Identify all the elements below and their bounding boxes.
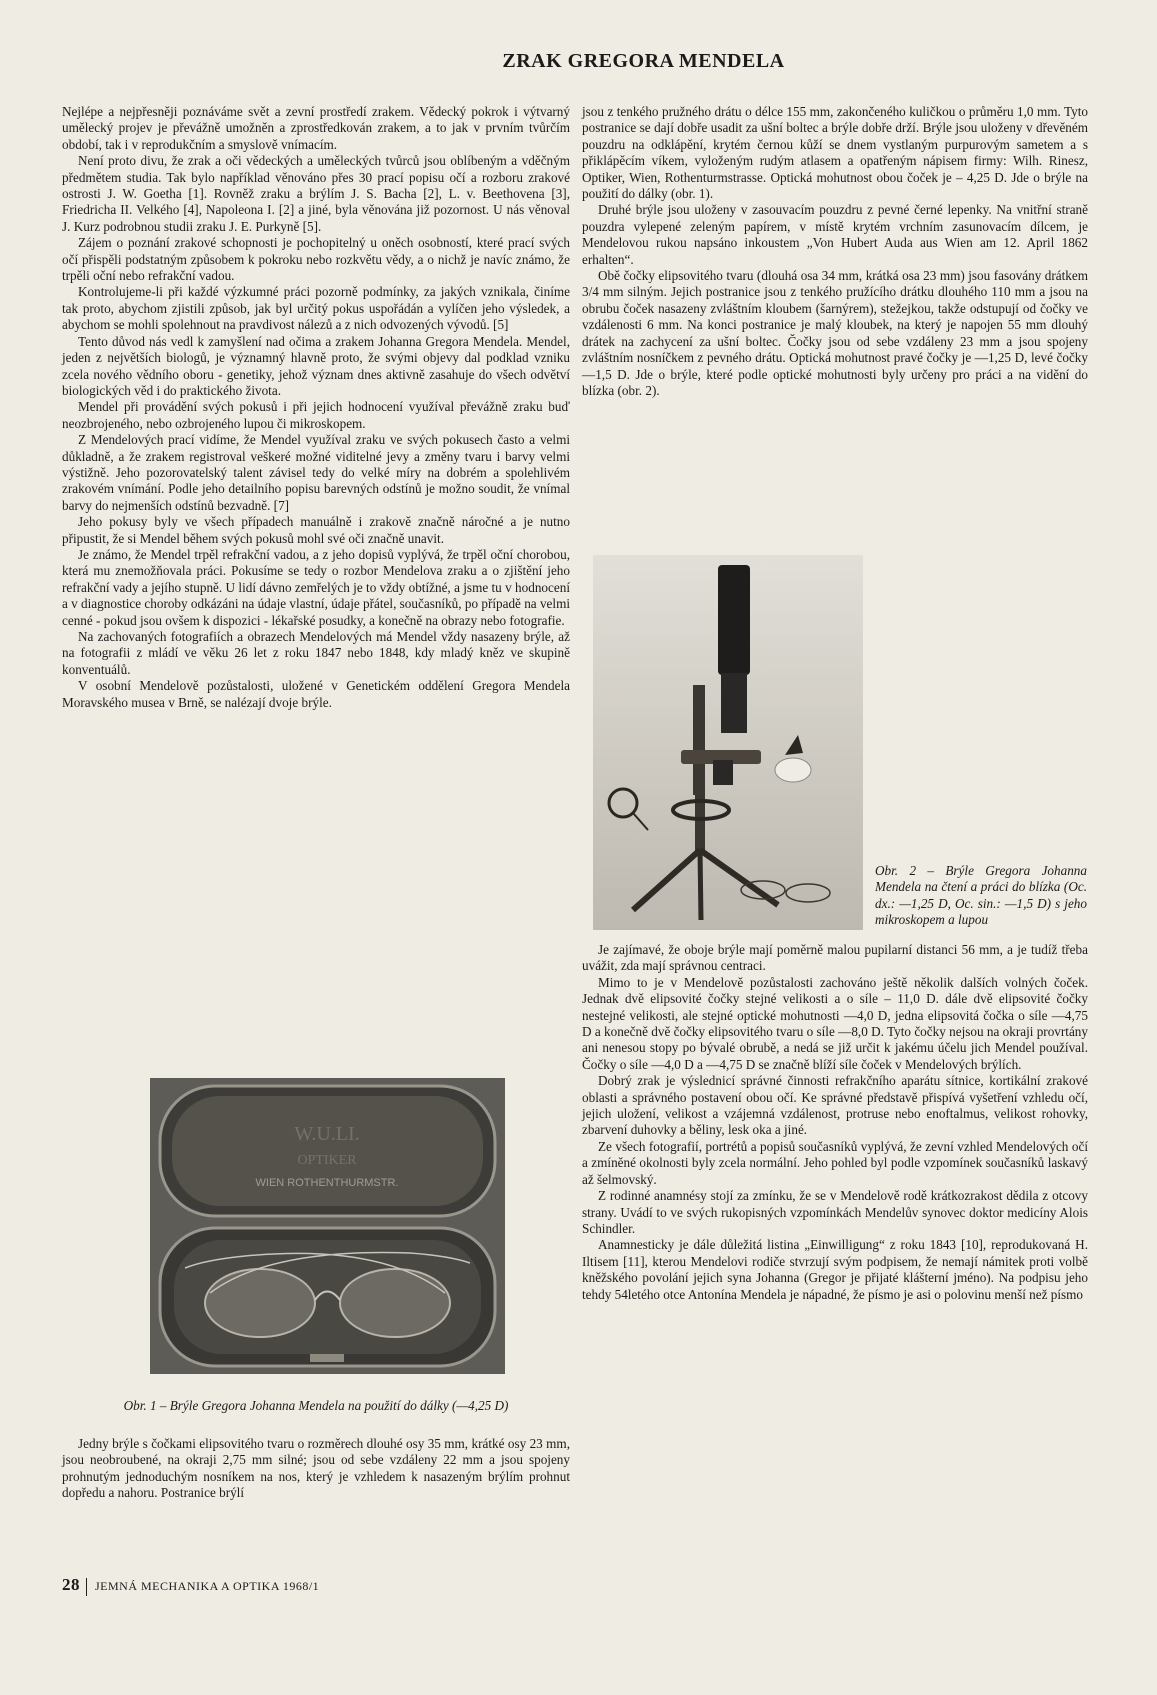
paragraph: V osobní Mendelově pozůstalosti, uložené v Genetickém oddělení Gregora Mendela Moravského musea v Brně, se nalézají dvoje brýle. [62, 678, 570, 710]
paragraph: Mendel při provádění svých pokusů i při jejich hodnocení využíval převážně zraku buď neozbrojeného, nebo ozbrojeného lupou či mikroskopem. [62, 399, 570, 431]
page-footer [62, 1575, 319, 1596]
right-column [582, 104, 1088, 399]
figure-2-caption: Obr. 2 – Brýle Gregora Johanna Mendela na čtení a práci do blízka (Oc. dx.: —1,25 D, Oc. sin.: —1,5 D) s jeho mikroskopem a lupou [875, 863, 1087, 928]
page-number: 28 [62, 1575, 80, 1594]
paragraph: Kontrolujeme-li při každé výzkumné práci pozorně podmínky, za jakých vznikala, činíme tak proto, abychom zjistili způsob, jak byl určitý pokus uspořádán a vylíčen jeho výsledek, a abychom se mohli spolehnout na pravdivost nálezů a z nich odvozených vývodů. [5] [62, 284, 570, 333]
paragraph: Obě čočky elipsovitého tvaru (dlouhá osa 34 mm, krátká osa 23 mm) jsou fasovány drátkem 3/4 mm silným. Jejich postranice jsou z tenkého pružícího drátku dlouhého 110 mm a jsou na obrubu čoček nasazeny zvláštním kloubem (šarnýrem), stežejkou, takže odstupují od čočky ve vzdálenosti 6 mm. Na konci postranice je malý kloubek, na který je napojen 55 mm dlouhý drátek na zachycení za ušní boltec. Čočky jsou od sebe vzdáleny 23 mm a jsou spojeny zvláštním nosníčkem z pevného drátu. Optická mohutnost pravé čočky je —1,25 D, levé čočky —1,5 D. Jde o brýle, které podle optické mohutnosti byly určeny pro práci a na vidění do blízka (obr. 2). [582, 268, 1088, 398]
paragraph: Zájem o poznání zrakové schopnosti je pochopitelný u oněch osobností, které prací svých očí přispěli podstatným způsobem k pokroku nebo rozkvětu vědy, a o nichž je navíc známo, že trpěli oční nebo refrakční vadou. [62, 235, 570, 284]
figure-2-microscope-photo [593, 555, 863, 930]
paragraph: Nejlépe a nejpřesněji poznáváme svět a zevní prostředí zrakem. Vědecký pokrok i výtvarný umělecký projev je převážně umožněn a zprostředkován zrakem, a to jak v prvním tvůrčím období, tak i v reprodukčním a smyslově vnímacím. [62, 104, 570, 152]
paragraph: Druhé brýle jsou uloženy v zasouvacím pouzdru z pevné černé lepenky. Na vnitřní straně pouzdra vylepené zeleným papírem, v místě krytém vrchním zasunovacím dílcem, je Mendelovou rukou napsáno inkoustem „Von Hubert Auda aus Wien am 12. April 1862 erhalten“. [582, 202, 1088, 267]
figure-1-caption: Obr. 1 – Brýle Gregora Johanna Mendela na použití do dálky (—4,25 D) [123, 1398, 509, 1413]
svg-text:W.U.LI.: W.U.LI. [294, 1123, 360, 1145]
paragraph: Z rodinné anamnésy stojí za zmínku, že se v Mendelově rodě krátkozrakost dědila z otcovy strany. Uvádí to ve svých rukopisných vzpomínkách Mendelův synovec doktor medicíny Alois Schindler. [582, 1188, 1088, 1236]
left-column [62, 104, 570, 711]
svg-text:OPTIKER: OPTIKER [297, 1153, 357, 1168]
paragraph: Z Mendelových prací vidíme, že Mendel využíval zraku ve svých pokusech často a velmi důkladně, a že zrakem registroval veškeré možné viditelné jevy a změny tvaru i barvy velmi výstižně. Jeho pozorovatelský talent závisel tedy do velké míry na dobrém a spolehlivém zrakovém vnímání. Podle jeho detailního popisu barevných odstínů je možno soudit, že vnímal barvy do nejmenších odstínů bezvadně. [7] [62, 432, 570, 513]
footer-divider [86, 1578, 87, 1596]
paragraph: Není proto divu, že zrak a oči vědeckých a uměleckých tvůrců jsou oblíbeným a vděčným předmětem studia. Tak bylo například věnováno přes 30 prací popisu očí a rozboru zrakové ostrosti J. W. Goetha [1]. Rovněž zraku a brýlím J. S. Bacha [2], L. v. Beethovena [3], Friedricha II. Velkého [4], Napoleona I. [2] a jiné, byla věnována již pozornost. U nás věnoval J. Kurz podrobnou studii zraku J. E. Purkyně [5]. [62, 153, 570, 234]
spectacles-case-illustration [150, 1078, 505, 1374]
paragraph: Mimo to je v Mendelově pozůstalosti zachováno ještě několik dalších volných čoček. Jednak dvě elipsovité čočky stejné velikosti a o síle – 11,0 D. dále dvě elipsovité čočky nestejné velikosti, ale stejné optické mohutnosti —4,0 D, jedna elipsovitá čočka o síle —4,75 D a konečně dvě čočky elipsovitého tvaru o síle —8,0 D. Tyto čočky nejsou na okraji provrtány ani nenesou stopy po bývalé obrubě, a nedá se již určit k jakému účelu jich Mendel používal. Čočky o síle —4,0 D a —4,75 D se značně blíží síle čoček v Mendelových brýlích. [582, 974, 1088, 1072]
paragraph: Ze všech fotografií, portrétů a popisů současníků vyplývá, že zevní vzhled Mendelových očí a zmíněné okolnosti byly zcela normální. Jeho pohled byl podle vzpomínek současníků laskavý až šelmovský. [582, 1138, 1088, 1187]
paragraph: jsou z tenkého pružného drátu o délce 155 mm, zakončeného kuličkou o průměru 1,0 mm. Tyto postranice se dají dobře usadit za ušní boltec a brýle dobře drží. Brýle jsou uloženy v dřevěném pouzdru na odklápění, krytém černou kůží se dnem vystlaným purpurovým sametem a s přiklápěcím víkem, vyloženým rudým atlasem a opatřeným nápisem firmy: Wilh. Rinesz, Optiker, Wien, Rothenturmstrasse. Optická mohutnost obou čoček je – 4,25 D. Jde o brýle na použití do dálky (obr. 1). [582, 104, 1088, 202]
journal-name: JEMNÁ MECHANIKA A OPTIKA 1968/1 [95, 1579, 320, 1593]
paragraph: Anamnesticky je dále důležitá listina „Einwilligung“ z roku 1843 [10], reprodukovaná H. Iltisem [11], kterou Mendelovi rodiče stvrzují svým podpisem, že nemají námitek proti volbě kněžského povolání jejich syna Johanna (Gregor je přijaté klášterní jméno). Na podpisu jeho tehdy 54letého otce Antonína Mendela je nápadné, že písmo je asi o polovinu menší než písmo [582, 1237, 1088, 1302]
paragraph: Dobrý zrak je výslednicí správné činnosti refrakčního aparátu sítnice, kortikální zrakové oblasti a správného postavení obou očí. Ke správné představě přispívá vyšetření vzhledu očí, jejich uložení, velikost a vzájemná vzdálenost, protruse nebo enoftalmus, velikost rohovky, zbarvení duhovky a běliny, lesk oka a jiné. [582, 1073, 1088, 1138]
figure-1-spectacles-photo [150, 1078, 505, 1374]
article-title: ZRAK GREGORA MENDELA [502, 50, 785, 72]
paragraph: Je zajímavé, že oboje brýle mají poměrně malou pupilarní distanci 56 mm, a je tudíž třeba uvážit, zda mají správnou centraci. [582, 942, 1088, 974]
paragraph: Je známo, že Mendel trpěl refrakční vadou, a z jeho dopisů vyplývá, že trpěl oční chorobou, která mu znemožňovala práci. Pokusíme se tedy o rozbor Mendelova zraku a o zjištění jeho refrakční vady a jejího stupně. U lidí dávno zemřelých je to vždy obtížné, a jsme tu v hodnocení a v diagnostice choroby odkázáni na údaje vlastní, údaje přátel, současníků, po případě na velmi cenné - pokud jsou ovšem k dispozici - lékařské posudky, a konečně na obrazy nebo fotografie. [62, 546, 570, 628]
paragraph: Jedny brýle s čočkami elipsovitého tvaru o rozměrech dlouhé osy 35 mm, krátké osy 23 mm, jsou neobroubené, na okraji 2,75 mm silné; jsou od sebe vzdáleny 22 mm a jsou spojeny prohnutým jednoduchým nosníkem na nos, který je vzhledem k nasazeným brýlím prohnut dopředu a nahoru. Postranice brýlí [62, 1436, 570, 1501]
right-column-bottom [582, 942, 1088, 1303]
paragraph: Na zachovaných fotografiích a obrazech Mendelových má Mendel vždy nasazeny brýle, až na fotografii z mládí ve věku 26 let z roku 1847 nebo 1848, kdy mladý kněz ve skupině konventuálů. [62, 629, 570, 677]
left-column-bottom [62, 1436, 570, 1502]
paragraph: Tento důvod nás vedl k zamyšlení nad očima a zrakem Johanna Gregora Mendela. Mendel, jeden z největších biologů, je významný hlavně proto, že svými objevy dal podklad vzniku zcela nového vědního oboru - genetiky, jehož význam dnes aktivně zasahuje do všech odvětví biologických věd i do praktického života. [62, 333, 570, 398]
microscope-illustration [593, 555, 863, 930]
paragraph: Jeho pokusy byly ve všech případech manuálně i zrakově značně náročné a je nutno připustit, že si Mendel během svých pokusů mohl své oči značně unavit. [62, 514, 570, 546]
case-inscription: WIEN ROTHENTHURMSTR. [255, 1177, 399, 1189]
